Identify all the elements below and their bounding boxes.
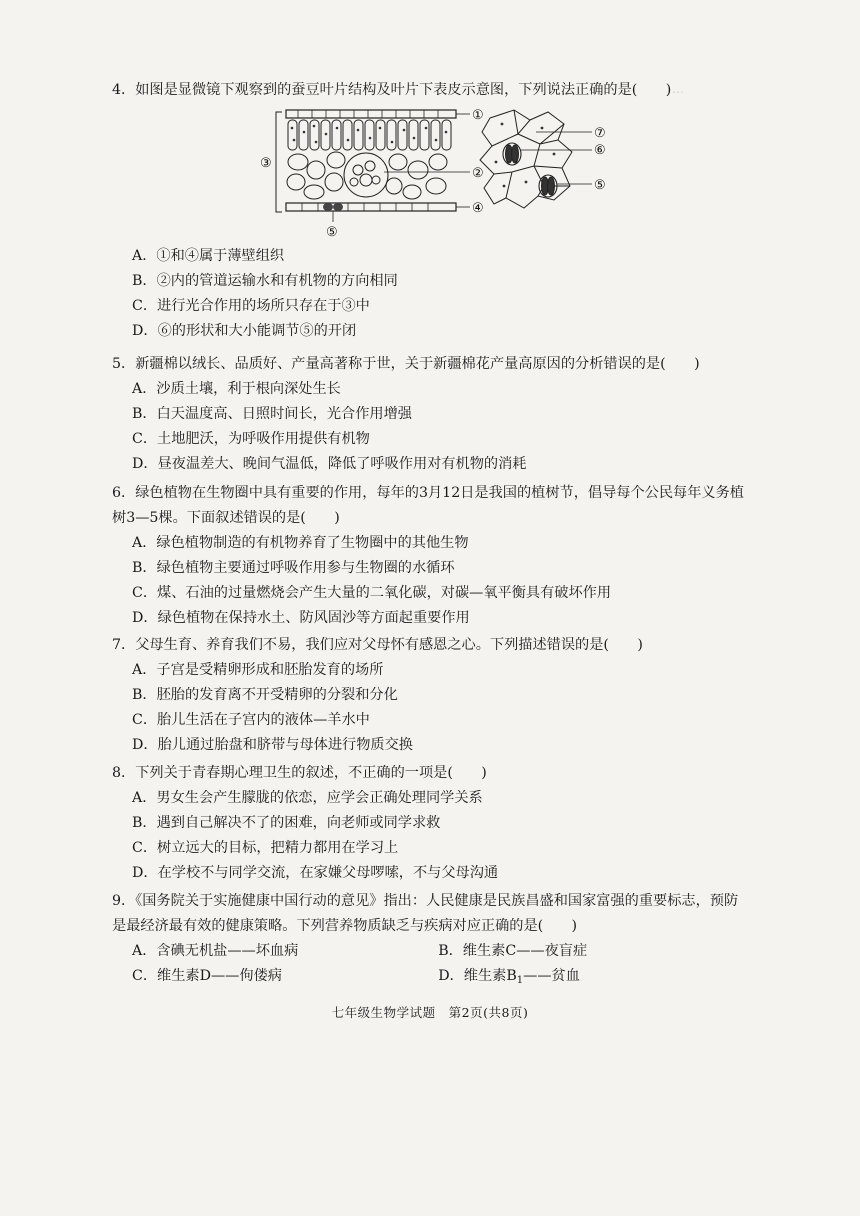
question-stem: 4．如图是显微镜下观察到的蚕豆叶片结构及叶片下表皮示意图，下列说法正确的是( ) — [112, 82, 672, 98]
option-c: C．树立远大的目标，把精力都用在学习上 — [132, 840, 399, 856]
option-a: A．绿色植物制造的有机物养育了生物圈中的其他生物 — [132, 535, 469, 551]
option-d-prefix: D．维生素B — [438, 968, 517, 984]
question-6 — [112, 481, 752, 631]
question-stem: 5．新疆棉以绒长、品质好、产量高著称于世，关于新疆棉花产量高原因的分析错误的是( ) — [112, 356, 700, 372]
label-1: ① — [472, 108, 484, 123]
question-9 — [112, 889, 752, 993]
option-a: A．沙质土壤，利于根向深处生长 — [132, 381, 341, 397]
leaf-cross-section — [276, 110, 470, 222]
question-stem: 7．父母生育、养育我们不易，我们应对父母怀有感恩之心。下列描述错误的是( ) — [112, 637, 643, 653]
option-a: A．子宫是受精卵形成和胚胎发育的场所 — [132, 662, 384, 678]
option-a: A．男女生会产生朦胧的依恋，应学会正确处理同学关系 — [132, 790, 483, 806]
option-d: D．昼夜温差大、晚间气温低，降低了呼吸作用对有机物的消耗 — [132, 456, 527, 472]
label-5-section: ⑤ — [326, 225, 338, 240]
option-d: D．绿色植物在保持水土、防风固沙等方面起重要作用 — [132, 610, 470, 626]
label-2: ② — [472, 166, 484, 181]
option-b: B．遇到自己解决不了的困难，向老师或同学求救 — [132, 815, 441, 831]
label-6: ⑥ — [594, 143, 606, 158]
option-b: B．绿色植物主要通过呼吸作用参与生物圈的水循环 — [132, 560, 455, 576]
label-5-surface: ⑤ — [594, 178, 606, 193]
page-footer: 七年级生物学试题 第2页(共8页) — [331, 1005, 529, 1020]
label-7: ⑦ — [594, 126, 606, 141]
question-4-options — [112, 244, 752, 344]
option-b: B．维生素C——夜盲症 — [438, 943, 588, 959]
option-d — [426, 964, 752, 993]
leaf-structure-figure — [258, 100, 628, 242]
option-d: D．在学校不与同学交流，在家嫌父母啰嗦，不与父母沟通 — [132, 865, 499, 881]
option-d-subscript: 1 — [516, 975, 524, 986]
question-5 — [112, 352, 752, 477]
option-a: A．①和④属于薄壁组织 — [132, 248, 285, 264]
option-c: C．煤、石油的过量燃烧会产生大量的二氧化碳，对碳—氧平衡具有破坏作用 — [132, 585, 612, 601]
question-stem: 9．《国务院关于实施健康中国行动的意见》指出：人民健康是民族昌盛和国家富强的重要标志，预防是最经济最有效的健康策略。下列营养物质缺乏与疾病对应正确的是( ) — [112, 893, 739, 934]
lower-epidermis-view — [480, 110, 592, 208]
question-8 — [112, 761, 752, 886]
option-b: B．②内的管道运输水和有机物的方向相同 — [132, 273, 398, 289]
label-4: ④ — [472, 201, 484, 216]
option-d: D．胎儿通过胎盘和脐带与母体进行物质交换 — [132, 737, 413, 753]
option-b: B．白天温度高、日照时间长，光合作用增强 — [132, 406, 412, 422]
option-d-suffix: ——贫血 — [523, 968, 580, 984]
option-d: D．⑥的形状和大小能调节⑤的开闭 — [132, 323, 357, 339]
question-7 — [112, 633, 752, 758]
question-stem: 8．下列关于青春期心理卫生的叙述，不正确的一项是( ) — [112, 765, 487, 781]
option-c: C．土地肥沃，为呼吸作用提供有机物 — [132, 431, 370, 447]
label-3: ③ — [260, 156, 272, 171]
option-c: C．胎儿生活在子宫内的液体—羊水中 — [132, 712, 370, 728]
bleed-through-text: … — [672, 82, 684, 96]
option-c: C．维生素D——佝偻病 — [132, 968, 282, 984]
option-b: B．胚胎的发育离不开受精卵的分裂和分化 — [132, 687, 398, 703]
option-a: A．含碘无机盐——坏血病 — [132, 943, 299, 959]
question-stem: 6．绿色植物在生物圈中具有重要的作用，每年的3月12日是我国的植树节，倡导每个公民每年义务植树3—5棵。下面叙述错误的是( ) — [112, 485, 744, 526]
option-c: C．进行光合作用的场所只存在于③中 — [132, 298, 370, 314]
